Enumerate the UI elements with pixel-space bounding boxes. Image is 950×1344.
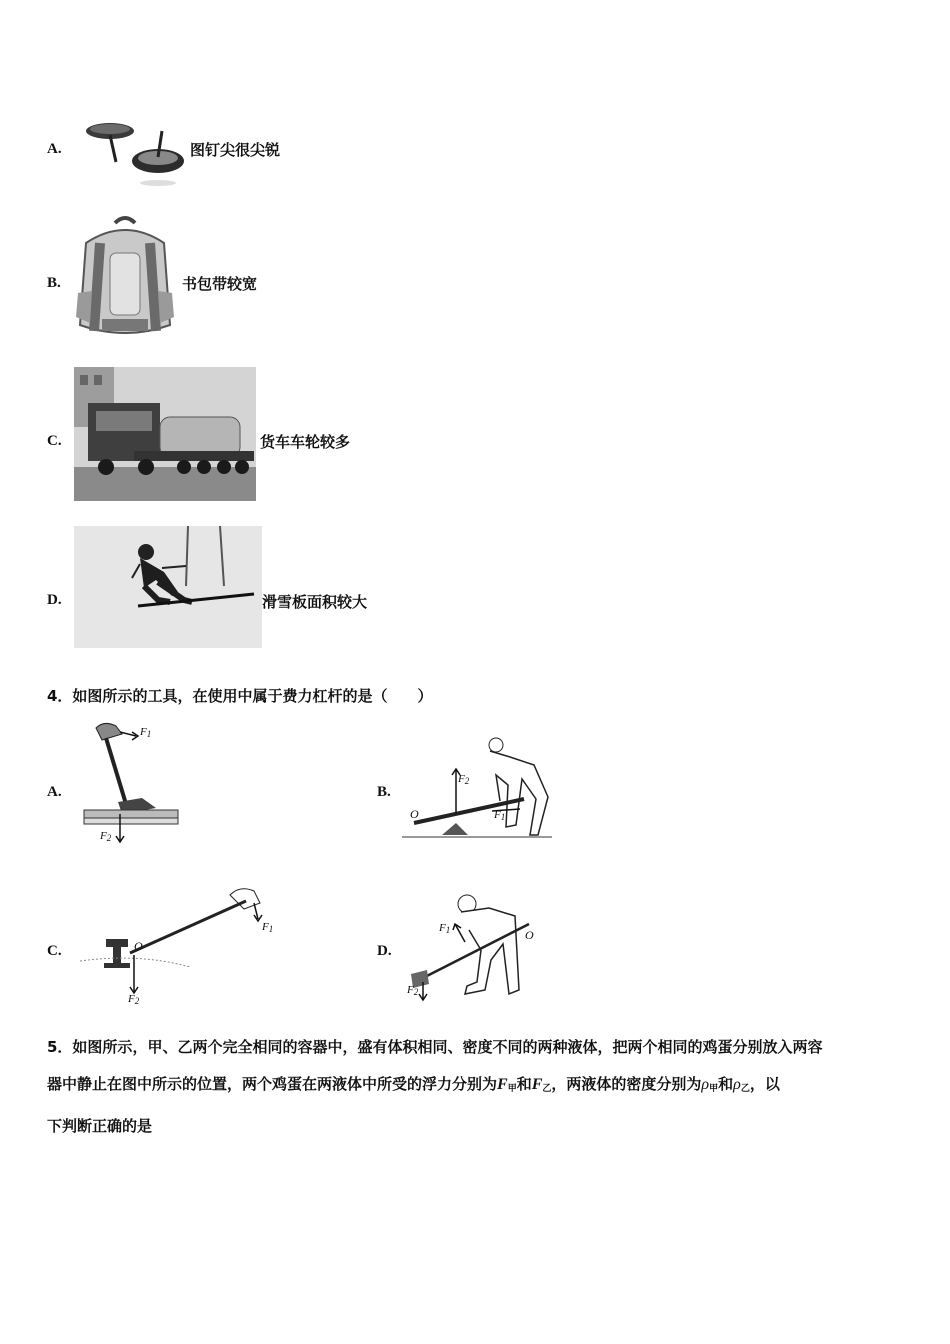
q4d-o-label: O	[525, 928, 534, 942]
q3-option-c-caption: 货车车轮较多	[260, 433, 351, 451]
lever-tool-d-diagram	[405, 890, 545, 1005]
skier-picture	[74, 526, 262, 648]
q4a-f2-sub: 2	[106, 833, 112, 843]
q5-f-symbol-1: F	[497, 1076, 508, 1093]
q4a-f2-label: F	[100, 830, 107, 842]
q4b-f2-label: F	[458, 773, 465, 785]
q4c-f1-label: F	[262, 921, 269, 933]
q4-option-d-letter: D.	[377, 943, 392, 959]
q4b-f2-sub: 2	[464, 776, 470, 786]
q5-line-3: 下判断正确的是	[47, 1117, 153, 1135]
q4d-f2-sub: 2	[413, 987, 419, 997]
q3-option-b-caption: 书包带较宽	[182, 275, 258, 293]
lever-tool-b-diagram	[402, 735, 557, 847]
q4-option-a-letter: A.	[47, 784, 62, 800]
q5-text-block	[47, 1029, 927, 1145]
q4d-f1-sub: 1	[445, 925, 451, 935]
q5-rho-symbol-2: ρ	[733, 1076, 741, 1093]
q4-option-b-letter: B.	[377, 784, 391, 800]
q4d-f2-label: F	[407, 984, 414, 996]
q3-option-b-letter: B.	[47, 275, 61, 291]
q4a-f1-label: F	[140, 726, 147, 738]
q3-option-d-caption: 滑雪板面积较大	[262, 593, 368, 611]
q5-rho-symbol-1: ρ	[701, 1076, 710, 1093]
q4b-f1-label: F	[494, 809, 501, 821]
q4a-f1-sub: 1	[146, 729, 152, 739]
q4c-f2-label: F	[128, 993, 135, 1005]
q4b-f1-sub: 1	[500, 812, 506, 822]
lever-tool-c-diagram	[80, 883, 280, 1008]
lever-tool-a-diagram	[82, 718, 182, 848]
thumbtack-pair-picture	[84, 117, 189, 189]
q3-option-a-caption: 图钉尖很尖锐	[190, 141, 281, 159]
q4-stem: 4．如图所示的工具，在使用中属于费力杠杆的是（ ）	[47, 687, 433, 705]
backpack-picture	[72, 213, 178, 343]
q3-option-d-letter: D.	[47, 592, 62, 608]
q4-option-c-letter: C.	[47, 943, 62, 959]
q3-option-c-letter: C.	[47, 433, 62, 449]
q4c-o-label: O	[134, 939, 143, 953]
q4d-f1-label: F	[439, 922, 446, 934]
q4b-o-label: O	[410, 807, 419, 821]
q5-line-1: 5．如图所示，甲、乙两个完全相同的容器中，盛有体积相同、密度不同的两种液体，把两个相同的鸡蛋分别放入两容	[47, 1038, 823, 1056]
q5-line-2: 器中静止在图中所示的位置，两个鸡蛋在两液体中所受的浮力分别为$F_甲$和$F_乙$，两液体的密度分别为$\rho_甲$和$\rho_乙$，以	[47, 1075, 780, 1094]
q5-f-symbol-2: F	[531, 1076, 543, 1093]
q3-option-a-letter: A.	[47, 141, 62, 157]
truck-picture	[74, 367, 256, 501]
q4c-f2-sub: 2	[134, 996, 140, 1006]
q4c-f1-sub: 1	[268, 924, 274, 934]
